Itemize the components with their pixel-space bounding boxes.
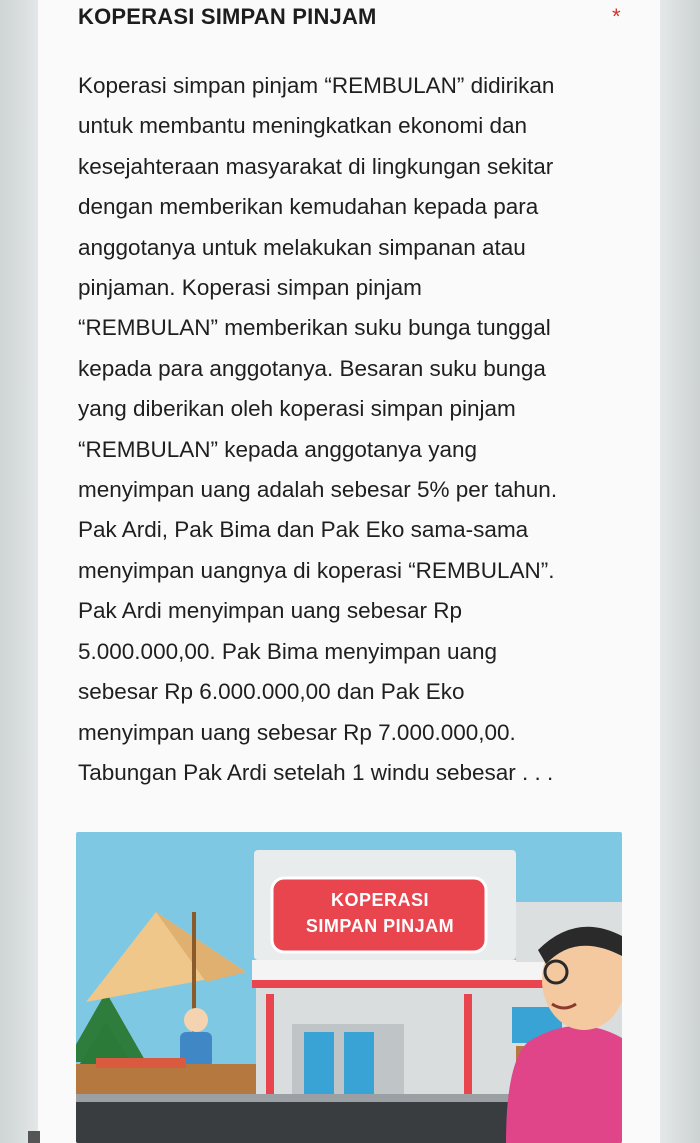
question-line: Pak Ardi, Pak Bima dan Pak Eko sama-sama <box>78 517 529 543</box>
cooperative-scene <box>76 832 622 1143</box>
required-asterisk: * <box>612 4 621 29</box>
question-line: Tabungan Pak Ardi setelah 1 windu sebesar . . . <box>78 759 554 785</box>
question-line: menyimpan uangnya di koperasi “REMBULAN”. <box>78 557 555 583</box>
seller-head <box>184 1008 208 1032</box>
bottom-marker <box>28 1131 40 1143</box>
question-line: untuk membantu meningkatkan ekonomi dan <box>78 113 528 139</box>
question-text <box>78 66 618 793</box>
question-line: yang diberikan oleh koperasi simpan pinjam <box>78 396 516 422</box>
question-line: menyimpan uang adalah sebesar 5% per tahun. <box>78 477 558 503</box>
question-line: “REMBULAN” memberikan suku bunga tunggal <box>78 315 551 341</box>
question-line: anggotanya untuk melakukan simpanan atau <box>78 234 526 260</box>
sign-line-koperasi: KOPERASI <box>330 890 430 910</box>
question-line: Koperasi simpan pinjam “REMBULAN” didirikan <box>78 73 555 98</box>
question-line: 5.000.000,00. Pak Bima menyimpan uang <box>78 638 498 664</box>
question-line: “REMBULAN” kepada anggotanya yang <box>78 436 477 462</box>
question-line: Pak Ardi menyimpan uang sebesar Rp <box>78 598 462 624</box>
sign-label <box>280 887 480 939</box>
question-line: dengan memberikan kemudahan kepada para <box>78 194 539 220</box>
left-margin <box>0 0 38 1143</box>
question-card <box>38 0 660 1143</box>
question-line: pinjaman. Koperasi simpan pinjam <box>78 275 422 301</box>
pillar-right <box>464 994 472 1094</box>
question-line: sebesar Rp 6.000.000,00 dan Pak Eko <box>78 679 465 705</box>
question-title: KOPERASI SIMPAN PINJAM <box>78 4 377 29</box>
question-line: menyimpan uang sebesar Rp 7.000.000,00. <box>78 719 516 745</box>
stall-goods <box>96 1058 186 1068</box>
door-panel-left <box>304 1032 334 1094</box>
question-line: kesejahteraan masyarakat di lingkungan sekitar <box>78 153 554 179</box>
right-margin <box>660 0 700 1143</box>
question-illustration <box>76 832 622 1143</box>
sign-line-simpan-pinjam: SIMPAN PINJAM <box>305 916 455 936</box>
pillar-left <box>266 994 274 1094</box>
question-line: kepada para anggotanya. Besaran suku bunga <box>78 355 546 381</box>
door-panel-right <box>344 1032 374 1094</box>
